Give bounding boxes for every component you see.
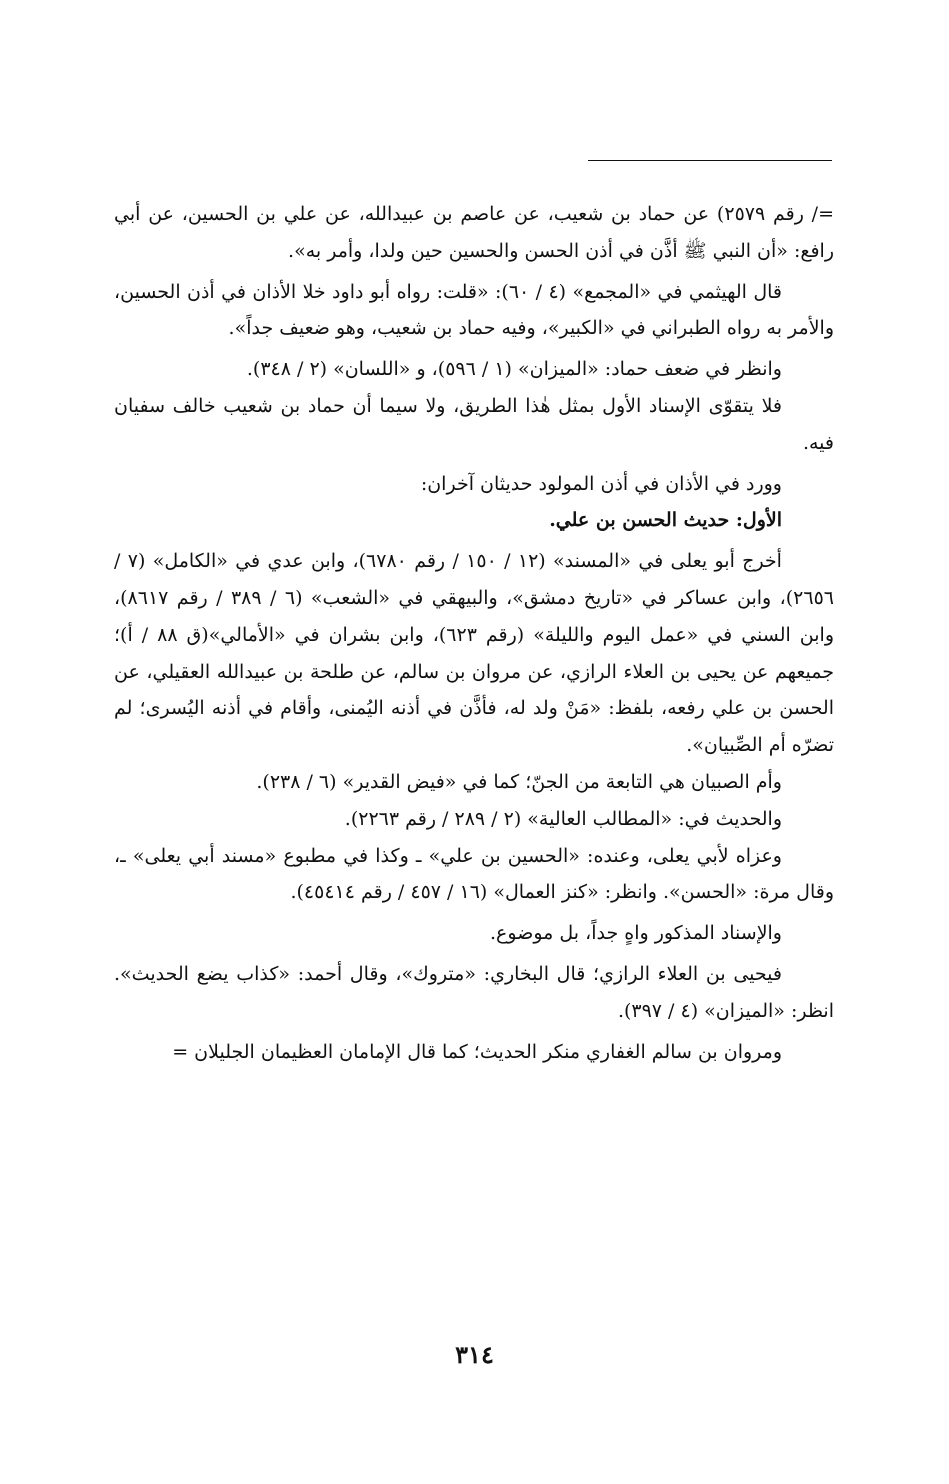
footnote-paragraph: أخرج أبو يعلى في «المسند» (١٢ / ١٥٠ / رقم ٦٧٨٠)، وابن عدي في «الكامل» (٧ / ٢٦٥٦)، وابن عساكر في «تاريخ دمشق»، والبيهقي في «الشعب» (٦ / ٣٨٩ / رقم ٨٦١٧)، وابن السني في «عمل اليوم والليلة» (رقم ٦٢٣)، وابن بشران في «الأمالي»(ق ٨٨ / أ)؛ جميعهم عن يحيى بن العلاء الرازي، عن مروان بن سالم، عن طلحة بن عبيدالله العقيلي، عن الحسن بن علي رفعه، بلفظ: «مَنْ ولد له، فأذَّن في أذنه اليُمنى، وأقام في أذنه اليُسرى؛ لم تضرّه أم الصِّبيان». xyxy=(114,550,834,757)
footnote-paragraph: ومروان بن سالم الغفاري منكر الحديث؛ كما قال الإمامان العظيمان الجليلان = xyxy=(172,1040,782,1063)
footnote-paragraph: وانظر في ضعف حماد: «الميزان» (١ / ٥٩٦)، و «اللسان» (٢ / ٣٤٨). xyxy=(246,358,782,381)
footnote-paragraph: والإسناد المذكور واهٍ جداً، بل موضوع. xyxy=(490,922,782,945)
footnote-paragraph: فلا يتقوّى الإسناد الأول بمثل هٰذا الطريق، ولا سيما أن حماد بن شعيب خالف سفيان فيه. xyxy=(114,394,834,454)
footnote-text xyxy=(114,196,834,1070)
footnote-paragraph: وعزاه لأبي يعلى، وعنده: «الحسين بن علي» ـ وكذا في مطبوع «مسند أبي يعلى» ـ، وقال مرة: «الحسن». وانظر: «كنز العمال» (١٦ / ٤٥٧ / رقم ٤٥٤١٤). xyxy=(114,844,834,904)
footnote-paragraph: قال الهيثمي في «المجمع» (٤ / ٦٠): «قلت: رواه أبو داود خلا الأذان في أذن الحسين، والأمر به رواه الطبراني في «الكبير»، وفيه حماد بن شعيب، وهو ضعيف جداً». xyxy=(114,280,834,340)
footnote-paragraph: وورد في الأذان في أذن المولود حديثان آخران: xyxy=(420,472,782,495)
footnote-paragraph: =/ رقم ٢٥٧٩) عن حماد بن شعيب، عن عاصم بن عبيدالله، عن علي بن الحسين، عن أبي رافع: «أن النبي ﷺ أذَّن في أذن الحسن والحسين حين ولدا، وأمر به». xyxy=(114,203,834,262)
section-heading: الأول: حديث الحسن بن علي. xyxy=(549,509,782,532)
footnote-paragraph: والحديث في: «المطالب العالية» (٢ / ٢٨٩ / رقم ٢٢٦٣). xyxy=(344,807,782,830)
footnote-paragraph: وأم الصبيان هي التابعة من الجنّ؛ كما في «فيض القدير» (٦ / ٢٣٨). xyxy=(256,770,782,793)
footnote-separator xyxy=(588,160,832,161)
page-number: ٣١٤ xyxy=(455,1340,494,1369)
footnote-paragraph: فيحيى بن العلاء الرازي؛ قال البخاري: «متروك»، وقال أحمد: «كذاب يضع الحديث». انظر: «الميزان» (٤ / ٣٩٧). xyxy=(114,962,834,1022)
